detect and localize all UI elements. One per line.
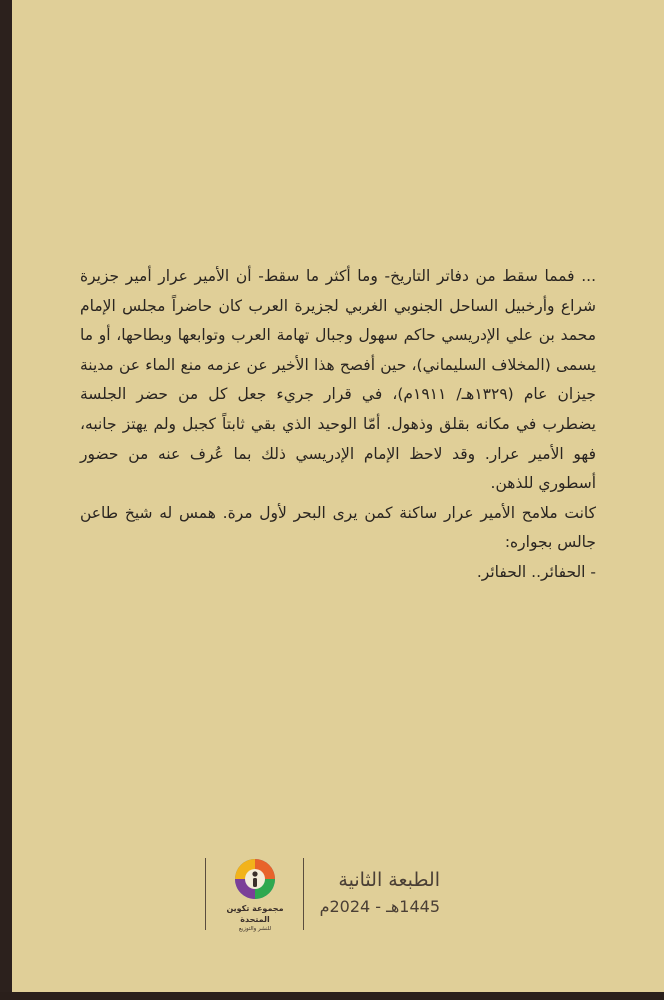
publisher-tagline: للنشر والتوزيع [238, 926, 272, 932]
footer-divider-left [205, 858, 206, 930]
footer-divider-right [303, 858, 304, 930]
blurb-paragraph-3: - الحفائر.. الحفائر. [476, 562, 596, 581]
blurb-paragraph-1: ... فمما سقط من دفاتر التاريخ- وما أكثر ما سقط- أن الأمير عرار أمير جزيرة شراع وأرخبيل الساحل الجنوبي الغربي لجزيرة العرب كان حاضراً مجلس الإمام محمد بن علي الإدريسي حاكم سهول وجبال تهامة العرب وتوابعها وبطاحها، أو ما يسمى (المخلاف السليماني)، حين أفصح هذا الأخير عن عزمه منع الماء عن مدينة جيزان عام (١٣٢٩هـ/ ١٩١١م)، في قرار جريء جعل كل من حضر الجلسة يضطرب في مكانه بقلق وذهول. أمّا الوحيد الذي بقي ثابتاً كجبل ولم يهتز جانبه، فهو الأمير عرار. وقد لاحظ الإمام الإدريسي ذلك بما عُرف عنه من حضور أسطوري للذهن. [80, 267, 596, 493]
publisher-logo-icon [233, 857, 277, 901]
publisher-logo [212, 857, 298, 933]
edition-info [312, 866, 440, 920]
edition-title: الطبعة الثانية [338, 869, 440, 891]
publisher-name: مجموعة تكوين المتحدة [226, 904, 284, 924]
book-spine-edge [0, 0, 12, 1000]
edition-date: 1445هـ - 2024م [319, 897, 440, 916]
blurb-text [80, 262, 596, 588]
blurb-paragraph-2: كانت ملامح الأمير عرار ساكنة كمن يرى البحر لأول مرة. همس له شيخ طاعن جالس بجواره: [80, 503, 596, 552]
bottom-edge [0, 992, 664, 1000]
